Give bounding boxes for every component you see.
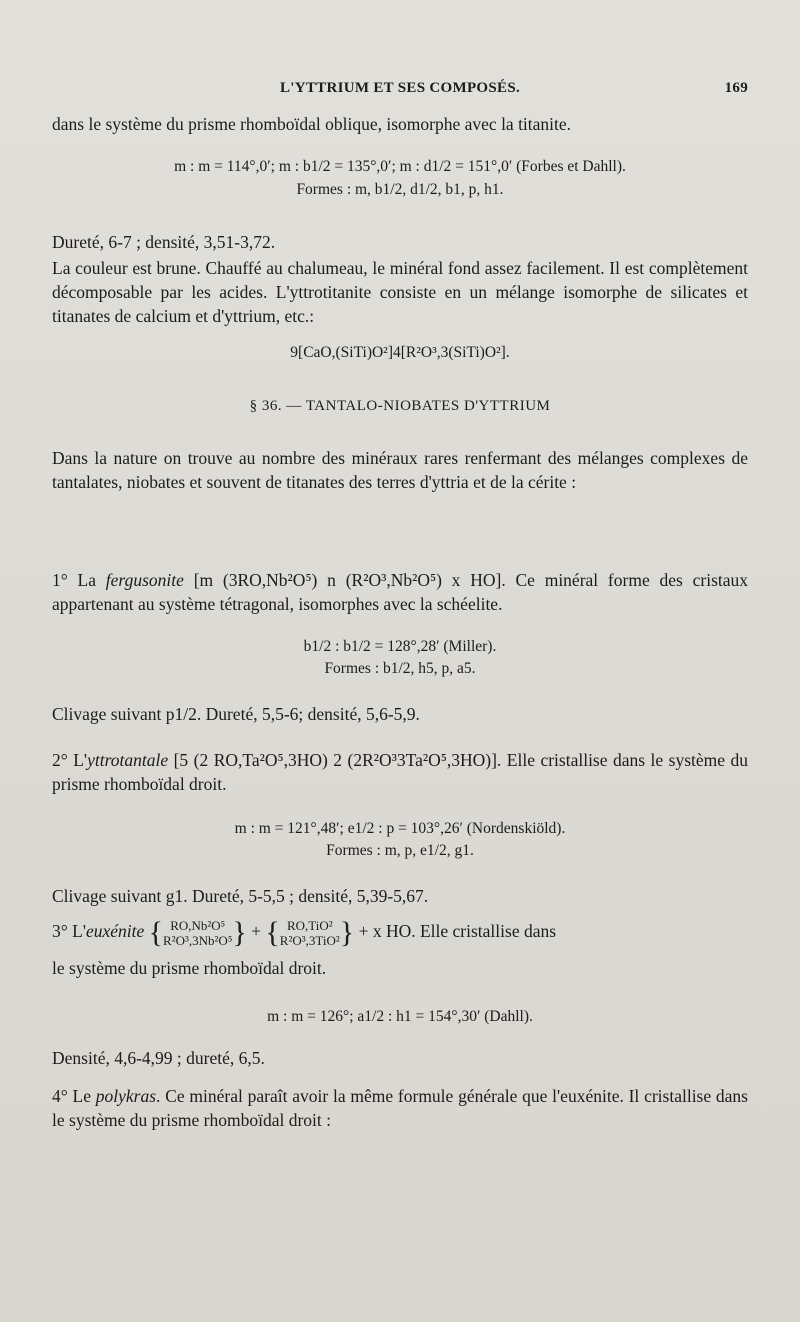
angle-equation-3: m : m = 121°,48′; e1/2 : p = 103°,26′ (Nordenskiöld).: [234, 820, 566, 837]
running-head: L'YTTRIUM ET SES COMPOSÉS.: [279, 80, 521, 96]
item-body: . Ce minéral paraît avoir la même formule générale que l'euxénite. Il cristallise dans le système du prisme rhomboïdal droit :: [52, 1086, 748, 1130]
paragraph-10: Densité, 4,6-4,99 ; dureté, 6,5.: [52, 1048, 265, 1068]
formula-group-b: RO,TiO² R²O³,3TiO²: [279, 918, 340, 948]
formes-3: Formes : m, p, e1/2, g1.: [326, 842, 474, 859]
angle-equation-1: m : m = 114°,0′; m : b1/2 = 135°,0′; m : d1/2 = 151°,0′ (Forbes et Dahll).: [174, 158, 626, 175]
paragraph-5: [52, 568, 748, 616]
item-intro: 4° Le: [52, 1086, 91, 1106]
item-intro: 3° L': [52, 921, 86, 942]
formula-group-a: RO,Nb²O⁵ R²O³,3Nb²O⁵: [163, 918, 233, 948]
paragraph-3: La couleur est brune. Chauffé au chalumeau, le minéral fond assez facilement. Il est complètement décomposable par les acides. L'yttrotitanite consiste en un mélange isomorphe de silicates et titanates de calcium et d'yttrium, etc.:: [52, 258, 748, 326]
item-body: [5 (2 RO,Ta²O⁵,3HO) 2 (2R²O³3Ta²O⁵,3HO)]. Elle cristallise dans le système du prisme rhomboïdal droit.: [52, 750, 749, 794]
item-body: [m (3RO,Nb²O⁵) n (R²O³,Nb²O⁵) x HO]. Ce minéral forme des cristaux appartenant au système tétragonal, isomorphes avec la schéelite.: [52, 570, 749, 614]
item-body: + x HO. Elle cristallise dans: [358, 921, 557, 942]
paragraph-6: Clivage suivant p1/2. Dureté, 5,5-6; densité, 5,6-5,9.: [52, 704, 420, 724]
mineral-name: polykras: [95, 1086, 157, 1106]
paragraph-1: dans le système du prisme rhomboïdal oblique, isomorphe avec la titanite.: [52, 114, 572, 134]
section-title: TANTALO-NIOBATES D'YTTRIUM: [305, 398, 551, 414]
item-intro: 2° L': [52, 750, 88, 770]
mineral-name: yttrotantale: [87, 750, 169, 770]
formes-1: Formes : m, b1/2, d1/2, b1, p, h1.: [296, 181, 504, 198]
paragraph-4: Dans la nature on trouve au nombre des minéraux rares renfermant des mélanges complexes de tantalates, niobates et souvent de titanates des terres d'yttria et de la cérite :: [52, 448, 748, 492]
mineral-name: fergusonite: [105, 570, 184, 590]
paragraph-2: Dureté, 6-7 ; densité, 3,51-3,72.: [52, 232, 276, 252]
mineral-name: euxénite: [85, 921, 145, 942]
angle-equation-2: b1/2 : b1/2 = 128°,28′ (Miller).: [303, 638, 497, 655]
plus-sign: +: [251, 921, 262, 942]
paragraph-9-line-2: le système du prisme rhomboïdal droit.: [52, 958, 327, 978]
paragraph-9: 3° L'euxénite { RO,Nb²O⁵ R²O³,3Nb²O⁵} + { RO,TiO² R²O³,3TiO²} + x HO. Elle cristallise dans: [52, 916, 557, 949]
paragraph-11: [52, 1084, 748, 1132]
section-number: § 36. —: [249, 398, 302, 414]
formula-1: 9[CaO,(SiTi)O²]4[R²O³,3(SiTi)O²].: [290, 344, 510, 361]
formes-2: Formes : b1/2, h5, p, a5.: [324, 660, 476, 677]
paragraph-7: [52, 748, 748, 796]
page-header: [52, 80, 748, 102]
item-intro: 1° La: [52, 570, 96, 590]
paragraph-8: Clivage suivant g1. Dureté, 5-5,5 ; densité, 5,39-5,67.: [52, 886, 429, 906]
page-number: 169: [724, 80, 748, 96]
section-heading: [52, 398, 748, 415]
angle-equation-4: m : m = 126°; a1/2 : h1 = 154°,30′ (Dahll).: [267, 1008, 533, 1025]
